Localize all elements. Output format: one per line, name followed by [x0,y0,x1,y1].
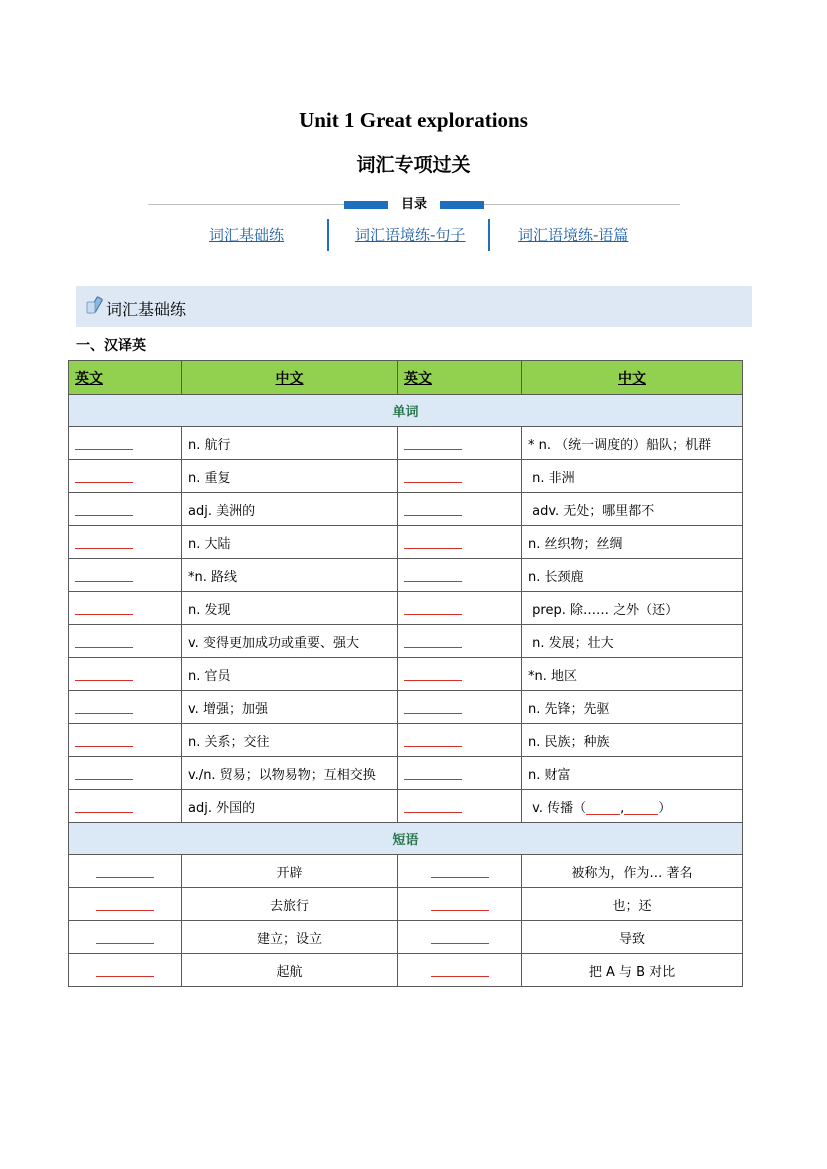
chinese-meaning: adj. 美洲的 [182,493,398,526]
section-banner [76,286,752,327]
chinese-meaning: n. 非洲 [522,460,743,493]
table-row [69,921,743,954]
answer-blank[interactable] [69,921,182,954]
blank-line[interactable] [96,964,154,977]
blank-line[interactable] [404,800,462,813]
chinese-meaning: n. 发展；壮大 [522,625,743,658]
answer-blank[interactable] [69,427,182,460]
toc-link-sentence[interactable]: 词汇语境练-句子 [355,226,466,244]
chinese-meaning: 开辟 [182,855,398,888]
pencil-icon [86,296,104,316]
group-row-phrases [69,823,743,855]
table-row [69,526,743,559]
chinese-meaning: 把 A 与 B 对比 [522,954,743,987]
blank-line[interactable] [75,437,133,450]
answer-blank[interactable] [69,888,182,921]
blank-line[interactable] [75,569,133,582]
meaning-suffix: ） [658,800,672,816]
table-row [69,493,743,526]
document-subtitle: 词汇专项过关 [356,154,471,176]
table-row [69,724,743,757]
chinese-meaning: n. 重复 [182,460,398,493]
blank-line[interactable] [75,602,133,615]
blank-line[interactable] [586,802,620,815]
answer-blank[interactable] [69,592,182,625]
chinese-meaning: n. 先锋；先驱 [522,691,743,724]
chinese-meaning: 去旅行 [182,888,398,921]
toc-separator [327,219,329,251]
table-row [69,855,743,888]
chinese-meaning: v. 增强；加强 [182,691,398,724]
blank-line[interactable] [404,767,462,780]
blank-line[interactable] [404,734,462,747]
blank-line[interactable] [404,701,462,714]
toc-label: 目录 [388,193,440,212]
table-row [69,460,743,493]
answer-blank[interactable] [69,855,182,888]
answer-blank[interactable] [398,724,522,757]
blank-line[interactable] [96,931,154,944]
blank-line[interactable] [75,800,133,813]
chinese-meaning: 建立；设立 [182,921,398,954]
blank-line[interactable] [75,668,133,681]
answer-blank[interactable] [69,658,182,691]
answer-blank[interactable] [398,757,522,790]
blank-line[interactable] [404,668,462,681]
chinese-meaning: 起航 [182,954,398,987]
blank-line[interactable] [75,536,133,549]
answer-blank[interactable] [69,559,182,592]
blank-line[interactable] [431,964,489,977]
blank-line[interactable] [75,470,133,483]
answer-blank[interactable] [398,658,522,691]
section-title: 词汇基础练 [106,300,187,319]
table-row [69,592,743,625]
blank-line[interactable] [75,503,133,516]
blank-line[interactable] [404,470,462,483]
chinese-meaning: n. 大陆 [182,526,398,559]
vocab-table [68,360,743,987]
chinese-meaning: n. 发现 [182,592,398,625]
chinese-meaning: adv. 无处；哪里都不 [522,493,743,526]
table-row [69,658,743,691]
blank-line[interactable] [75,734,133,747]
chinese-meaning: adj. 外国的 [182,790,398,823]
answer-blank[interactable] [398,855,522,888]
chinese-meaning: 也；还 [522,888,743,921]
chinese-meaning: prep. 除…… 之外（还） [522,592,743,625]
blank-line[interactable] [404,635,462,648]
answer-blank[interactable] [398,460,522,493]
header-english: 英文 [69,361,182,395]
answer-blank[interactable] [398,559,522,592]
group-label: 短语 [69,823,743,855]
meaning-prefix: v. 传播（ [528,800,587,816]
chinese-meaning: *n. 路线 [182,559,398,592]
blank-line[interactable] [75,701,133,714]
answer-blank[interactable] [398,592,522,625]
group-label: 单词 [69,395,743,427]
chinese-meaning: n. 丝织物；丝绸 [522,526,743,559]
blank-line[interactable] [404,602,462,615]
toc-link-basic[interactable]: 词汇基础练 [209,226,285,244]
blank-line[interactable] [431,931,489,944]
toc-bar-left [344,201,388,209]
document-title: Unit 1 Great explorations [299,108,528,132]
chinese-meaning: n. 长颈鹿 [522,559,743,592]
chinese-meaning: v. 变得更加成功或重要、强大 [182,625,398,658]
answer-blank[interactable] [398,790,522,823]
chinese-meaning: *n. 地区 [522,658,743,691]
toc-bar-right [440,201,484,209]
group-row-words [69,395,743,427]
blank-line[interactable] [431,865,489,878]
answer-blank[interactable] [398,691,522,724]
answer-blank[interactable] [398,526,522,559]
table-row [69,427,743,460]
answer-blank[interactable] [69,691,182,724]
header-chinese: 中文 [522,361,743,395]
blank-line[interactable] [96,865,154,878]
blank-line[interactable] [404,569,462,582]
blank-line[interactable] [404,536,462,549]
answer-blank[interactable] [398,954,522,987]
answer-blank[interactable] [69,790,182,823]
chinese-meaning: n. 关系；交往 [182,724,398,757]
chinese-meaning: 被称为，作为… 著名 [522,855,743,888]
table-row [69,954,743,987]
table-row [69,790,743,823]
chinese-meaning: n. 航行 [182,427,398,460]
part-title: 一、汉译英 [76,338,146,354]
blank-line[interactable] [431,898,489,911]
answer-blank[interactable] [69,625,182,658]
chinese-meaning: n. 财富 [522,757,743,790]
toc-link-passage[interactable]: 词汇语境练-语篇 [518,226,629,244]
header-english: 英文 [398,361,522,395]
answer-blank[interactable] [398,888,522,921]
answer-blank[interactable] [69,724,182,757]
blank-line[interactable] [96,898,154,911]
table-row [69,691,743,724]
answer-blank[interactable] [69,493,182,526]
chinese-meaning: v./n. 贸易；以物易物；互相交换 [182,757,398,790]
header-chinese: 中文 [182,361,398,395]
chinese-meaning [522,790,743,823]
chinese-meaning: * n. （统一调度的）船队；机群 [522,427,743,460]
blank-line[interactable] [404,437,462,450]
answer-blank[interactable] [69,460,182,493]
blank-line[interactable] [624,802,658,815]
answer-blank[interactable] [398,625,522,658]
answer-blank[interactable] [69,757,182,790]
blank-line[interactable] [75,767,133,780]
table-row [69,559,743,592]
chinese-meaning: n. 官员 [182,658,398,691]
blank-line[interactable] [75,635,133,648]
table-row [69,625,743,658]
table-header-row [69,361,743,395]
answer-blank[interactable] [398,921,522,954]
answer-blank[interactable] [398,427,522,460]
table-row [69,757,743,790]
chinese-meaning: n. 民族；种族 [522,724,743,757]
answer-blank[interactable] [69,526,182,559]
answer-blank[interactable] [398,493,522,526]
toc-separator [488,219,490,251]
chinese-meaning: 导致 [522,921,743,954]
blank-line[interactable] [404,503,462,516]
answer-blank[interactable] [69,954,182,987]
table-row [69,888,743,921]
meaning-separator: , [620,800,625,816]
